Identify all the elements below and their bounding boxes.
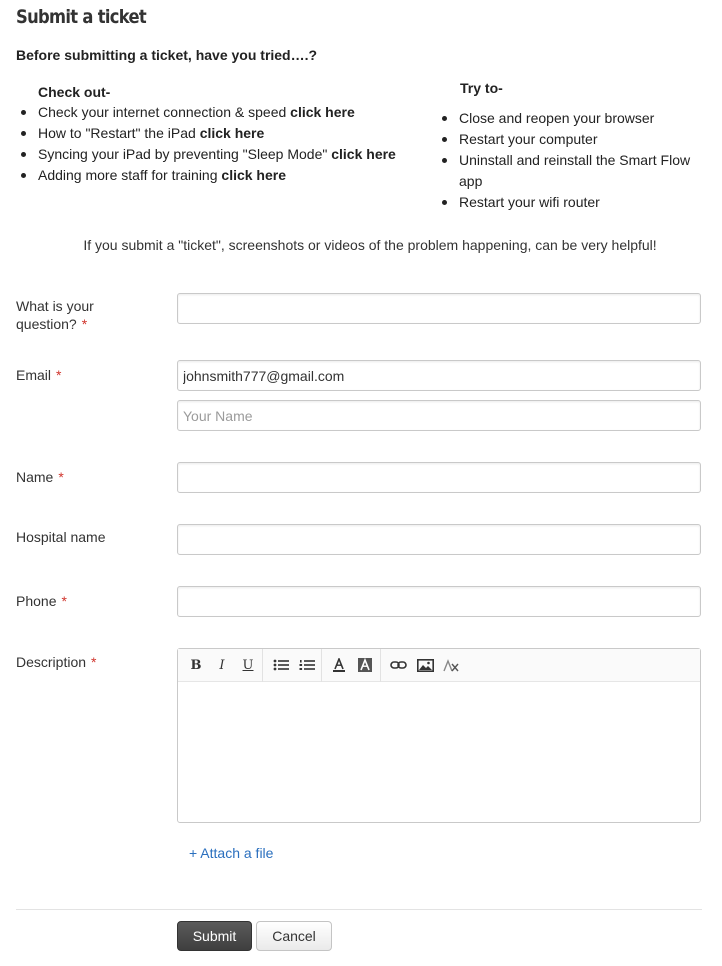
required-marker: * (58, 469, 64, 485)
numbered-list-icon[interactable] (296, 655, 318, 675)
required-marker: * (91, 654, 97, 670)
check-out-list (16, 102, 396, 186)
submit-button[interactable]: Submit (177, 921, 252, 951)
question-input[interactable] (177, 293, 701, 324)
description-editor (177, 648, 701, 823)
check-out-item: How to "Restart" the iPad click here (16, 123, 396, 144)
try-to-item: Restart your computer (437, 129, 707, 150)
try-to-heading: Try to- (460, 80, 503, 96)
description-label: Description * (16, 654, 97, 670)
phone-label: Phone * (16, 593, 67, 609)
question-label: What is your question? * (16, 298, 94, 332)
underline-icon[interactable]: U (242, 657, 254, 673)
screenshot-note: If you submit a "ticket", screenshots or videos of the problem happening, can be very helpful! (83, 237, 657, 253)
image-icon[interactable] (414, 655, 436, 675)
required-marker: * (56, 367, 62, 383)
clear-format-icon[interactable] (440, 655, 462, 675)
check-out-item: Check your internet connection & speed click here (16, 102, 396, 123)
check-out-item: Syncing your iPad by preventing "Sleep Mode" click here (16, 144, 396, 165)
internet-speed-link[interactable]: click here (290, 104, 355, 120)
hospital-label: Hospital name (16, 529, 106, 545)
intro-text: Before submitting a ticket, have you tried….? (16, 47, 318, 63)
name-input[interactable] (177, 462, 701, 493)
restart-ipad-link[interactable]: click here (199, 125, 265, 141)
toolbar-divider (262, 649, 263, 682)
page-title: Submit a ticket (16, 6, 147, 28)
form-divider (16, 909, 702, 910)
email-label: Email * (16, 367, 62, 383)
sleep-mode-link[interactable]: click here (331, 146, 396, 162)
attach-file-link[interactable]: + Attach a file (189, 845, 274, 861)
hospital-input[interactable] (177, 524, 701, 555)
italic-icon[interactable]: I (219, 657, 225, 673)
bulleted-list-icon[interactable] (270, 655, 292, 675)
check-out-heading: Check out- (38, 84, 111, 100)
description-textarea[interactable] (178, 683, 700, 822)
link-icon[interactable] (388, 655, 410, 675)
required-marker: * (61, 593, 67, 609)
try-to-list (437, 108, 707, 213)
toolbar-divider (380, 649, 381, 682)
try-to-item: Uninstall and reinstall the Smart Flow app (437, 150, 707, 192)
background-color-icon[interactable] (354, 655, 376, 675)
required-marker: * (81, 316, 88, 332)
staff-training-link[interactable]: click here (221, 167, 287, 183)
email-input[interactable] (177, 360, 701, 391)
toolbar-divider (321, 649, 322, 682)
text-color-icon[interactable] (328, 655, 350, 675)
phone-input[interactable] (177, 586, 701, 617)
cancel-button[interactable]: Cancel (256, 921, 332, 951)
bold-icon[interactable]: B (190, 657, 202, 673)
try-to-item: Restart your wifi router (437, 192, 707, 213)
name-label: Name * (16, 469, 64, 485)
your-name-input[interactable] (177, 400, 701, 431)
check-out-item: Adding more staff for training click here (16, 165, 396, 186)
editor-toolbar (178, 649, 700, 682)
try-to-item: Close and reopen your browser (437, 108, 707, 129)
